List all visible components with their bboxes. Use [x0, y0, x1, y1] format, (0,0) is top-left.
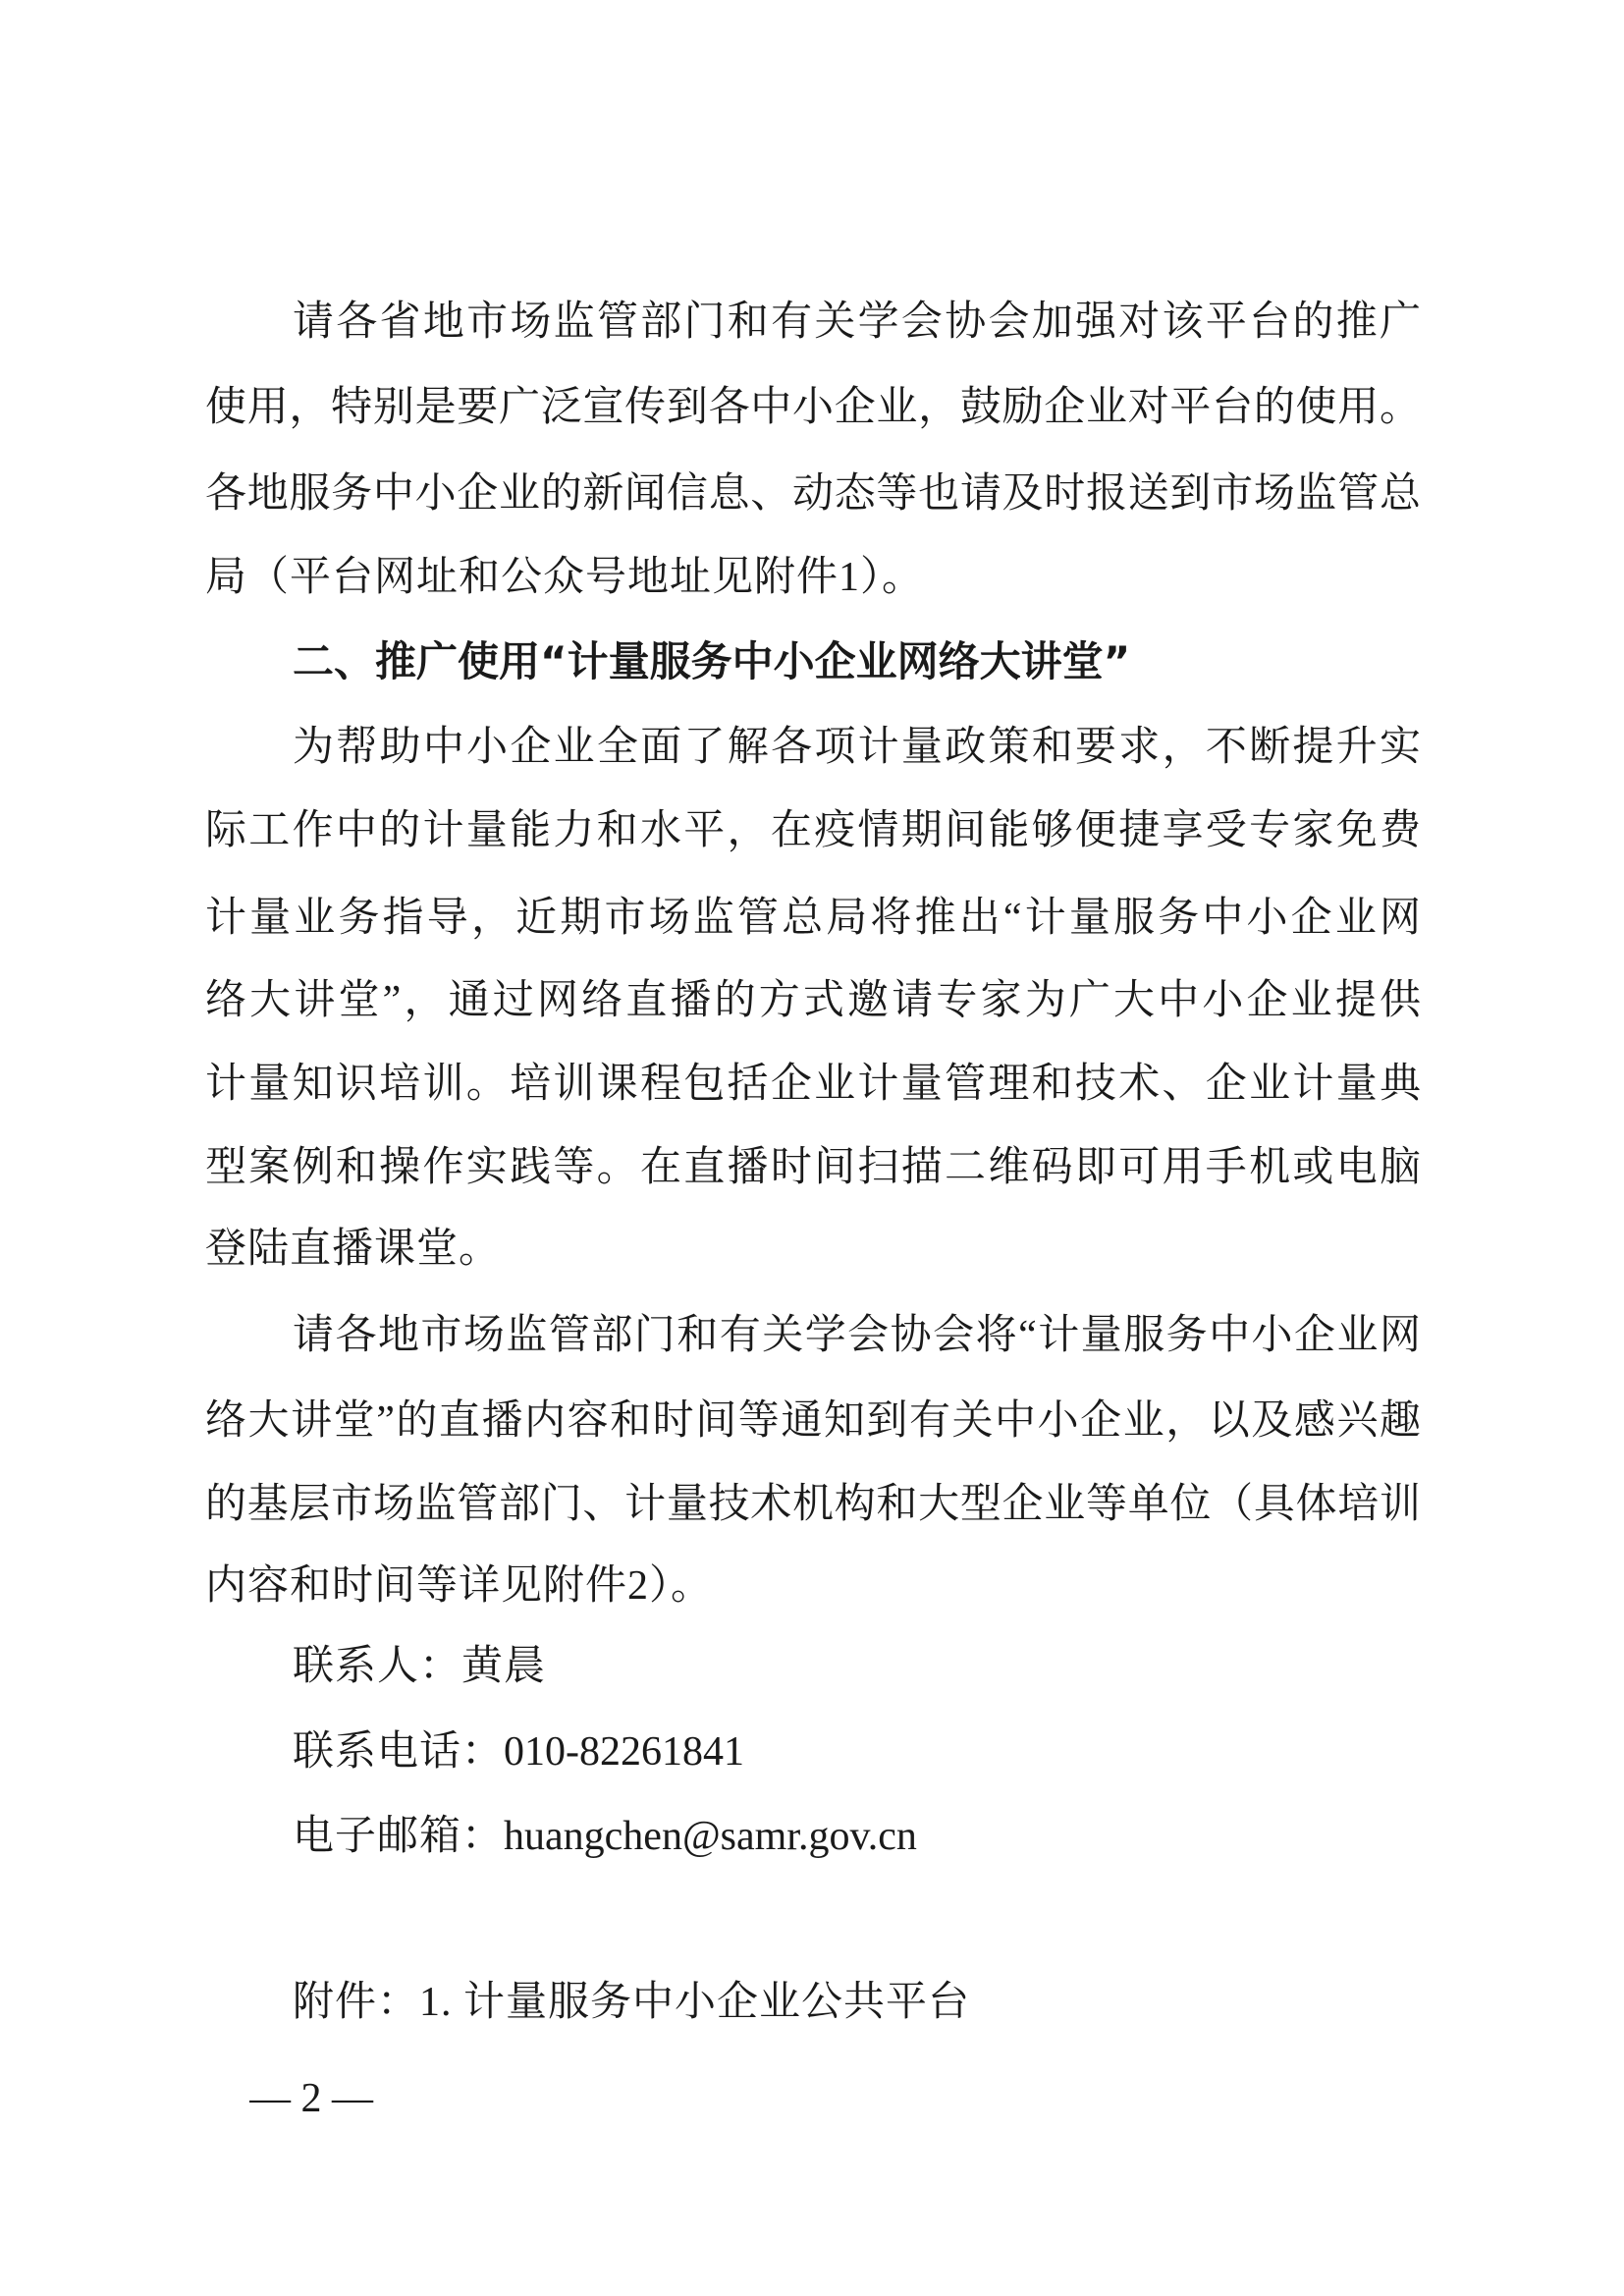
body-text-line: 请各省地市场监管部门和有关学会协会加强对该平台的推广 — [293, 300, 1421, 345]
body-text-line: 络大讲堂”，通过网络直播的方式邀请专家为广大中小企业提供 — [205, 978, 1421, 1023]
attachment-label: 附件： — [293, 1980, 420, 2025]
body-text-line: 计量业务指导，近期市场监管总局将推出“计量服务中小企业网 — [205, 896, 1421, 941]
section-heading: 二、推广使用“计量服务中小企业网络大讲堂” — [293, 637, 1131, 685]
body-text-line: 计量知识培训。培训课程包括企业计量管理和技术、企业计量典 — [205, 1062, 1421, 1107]
body-text-line: 登陆直播课堂。 — [205, 1227, 502, 1272]
body-text-line: 络大讲堂”的直播内容和时间等通知到有关中小企业，以及感兴趣 — [205, 1398, 1421, 1444]
contact-email-address: huangchen@samr.gov.cn — [504, 1814, 917, 1859]
contact-phone-number: 010-82261841 — [504, 1729, 745, 1775]
contact-phone-line — [293, 1722, 1373, 1781]
body-text-line: 使用，特别是要广泛宣传到各中小企业，鼓励企业对平台的使用。 — [205, 385, 1421, 430]
contact-email-label: 电子邮箱： — [293, 1814, 505, 1859]
body-text-line: 际工作中的计量能力和水平，在疫情期间能够便捷享受专家免费 — [205, 808, 1421, 853]
attachment-item: 1. 计量服务中小企业公共平台 — [419, 1980, 971, 2025]
attachment-line — [293, 1973, 1373, 2032]
body-text-line: 为帮助中小企业全面了解各项计量政策和要求，不断提升实 — [293, 725, 1421, 770]
contact-email-line — [293, 1807, 1373, 1866]
contact-person-label: 联系人： — [293, 1644, 462, 1689]
body-text-line: 各地服务中小企业的新闻信息、动态等也请及时报送到市场监管总 — [205, 471, 1421, 517]
body-text-line: 请各地市场监管部门和有关学会协会将“计量服务中小企业网 — [293, 1313, 1421, 1358]
contact-person-name: 黄晨 — [461, 1644, 547, 1689]
body-text-line: 内容和时间等详见附件2）。 — [205, 1563, 714, 1609]
contact-phone-label: 联系电话： — [293, 1729, 505, 1775]
body-text-line: 型案例和操作实践等。在直播时间扫描二维码即可用手机或电脑 — [205, 1145, 1421, 1190]
page-number: — 2 — — [249, 2076, 373, 2121]
contact-person-line — [293, 1637, 1373, 1696]
body-text-line: 的基层市场监管部门、计量技术机构和大型企业等单位（具体培训 — [205, 1482, 1421, 1527]
body-text-line: 局（平台网址和公众号地址见附件1）。 — [205, 555, 925, 600]
